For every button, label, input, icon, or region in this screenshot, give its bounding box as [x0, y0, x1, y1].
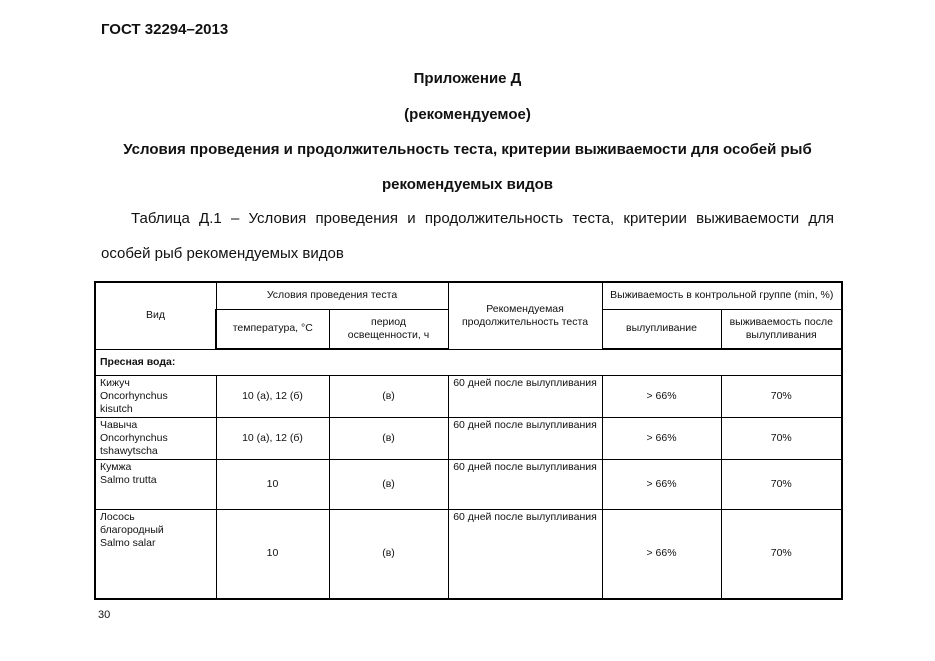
temperature-cell: 10 [216, 509, 329, 599]
hatching-cell: > 66% [602, 375, 721, 417]
table-caption-line1: Таблица Д.1 – Условия проведения и продолжительность теста, критерии выживаемости для [131, 210, 834, 227]
light-cell: (в) [329, 509, 448, 599]
duration-cell: 60 дней после вылупливания [448, 417, 602, 459]
post-hatch-cell: 70% [721, 375, 842, 417]
post-hatch-cell: 70% [721, 459, 842, 509]
annex-status: (рекомендуемое) [404, 106, 531, 123]
hatching-cell: > 66% [602, 459, 721, 509]
header-survival: Выживаемость в контрольной группе (min, %) [602, 282, 842, 309]
annex-title: Приложение Д [413, 70, 522, 87]
header-conditions: Условия проведения теста [216, 282, 448, 309]
header-temperature: температура, °С [216, 309, 329, 349]
species-cell: Чавыча Oncorhynchus tshawytscha [95, 417, 216, 459]
document-code: ГОСТ 32294–2013 [101, 21, 229, 38]
survival-conditions-table [94, 281, 843, 600]
hatching-cell: > 66% [602, 509, 721, 599]
post-hatch-cell: 70% [721, 509, 842, 599]
table-row [95, 459, 842, 509]
header-post-hatch: выживаемость после вылупливания [721, 309, 842, 349]
duration-cell: 60 дней после вылупливания [448, 375, 602, 417]
species-cell: Кижуч Oncorhynchus kisutch [95, 375, 216, 417]
temperature-cell: 10 (а), 12 (б) [216, 417, 329, 459]
annex-heading-line2: рекомендуемых видов [381, 176, 554, 193]
duration-cell: 60 дней после вылупливания [448, 509, 602, 599]
temperature-cell: 10 (а), 12 (б) [216, 375, 329, 417]
light-cell: (в) [329, 459, 448, 509]
header-light-period: период освещенности, ч [329, 309, 448, 349]
hatching-cell: > 66% [602, 417, 721, 459]
header-hatching: вылупливание [602, 309, 721, 349]
temperature-cell: 10 [216, 459, 329, 509]
table-row [95, 417, 842, 459]
species-cell: Кумжа Salmo trutta [95, 459, 216, 509]
table-row [95, 509, 842, 599]
section-freshwater: Пресная вода: [95, 349, 842, 375]
light-cell: (в) [329, 375, 448, 417]
light-cell: (в) [329, 417, 448, 459]
header-duration: Рекомендуемая продолжительность теста [448, 282, 602, 349]
table-row [95, 375, 842, 417]
table-caption-line2: особей рыб рекомендуемых видов [101, 245, 344, 262]
duration-cell: 60 дней после вылупливания [448, 459, 602, 509]
page-number: 30 [98, 609, 111, 621]
annex-heading-line1: Условия проведения и продолжительность теста, критерии выживаемости для особей рыб [123, 141, 812, 158]
header-species: Вид [95, 282, 216, 349]
species-cell: Лосось благородный Salmo salar [95, 509, 216, 599]
post-hatch-cell: 70% [721, 417, 842, 459]
